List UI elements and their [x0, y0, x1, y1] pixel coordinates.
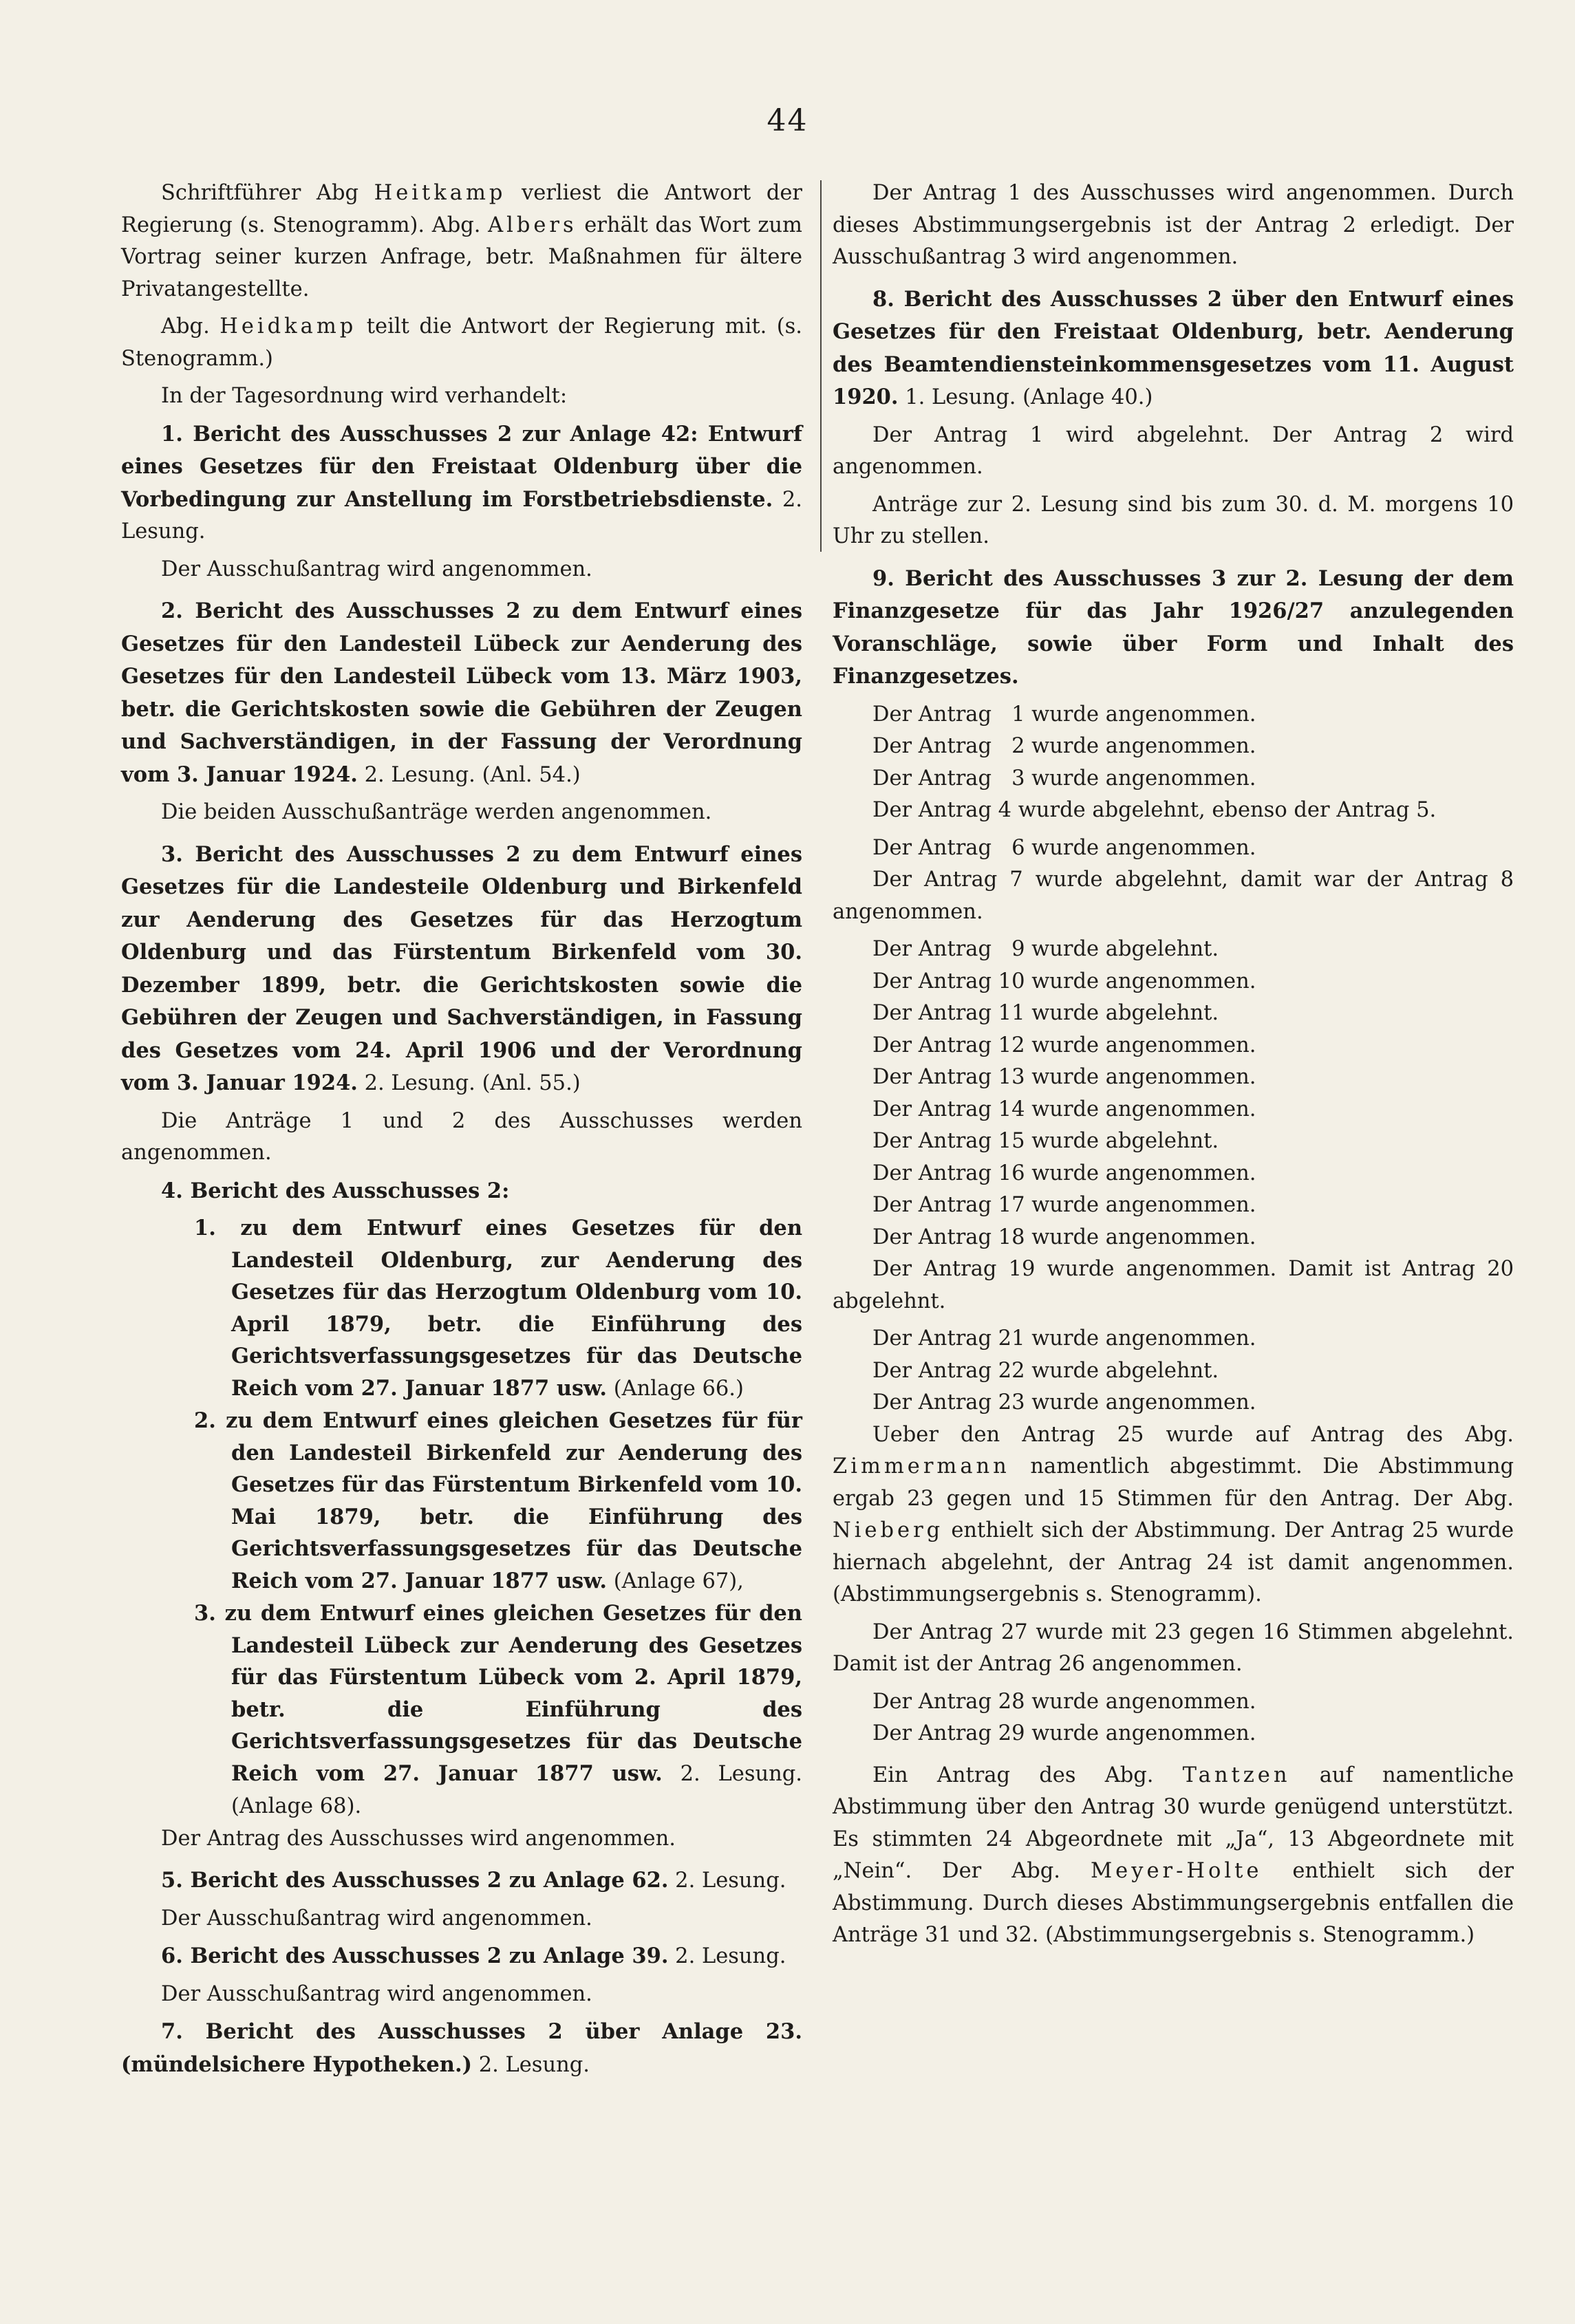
text: auf namentliche Abstimmung über den Antrag 30 wurde genügend unterstützt. Es stimmten 24 Abgeordnete mit „Ja“, 13 Abgeordnete mit „Nein“. Der Abg. [833, 1763, 1514, 1883]
speaker-name: Albers [488, 213, 577, 237]
vote-list-b [833, 934, 1514, 1254]
vote-line: Der Antrag 9 wurde abgelehnt. [872, 937, 1219, 961]
text: verliest die Antwort der Regierung (s. Stenogramm). Abg. [121, 181, 803, 237]
text: 2. Lesung. [472, 2052, 590, 2077]
vote-line: Der Antrag 10 wurde angenommen. [872, 969, 1256, 993]
paragraph-vote-27: Der Antrag 27 wurde mit 23 gegen 16 Stimmen abgelehnt. Damit ist der Antrag 26 angenommen. [833, 1620, 1514, 1676]
agenda-item-6 [121, 1940, 802, 1973]
text: (Anlage 66.) [607, 1376, 744, 1401]
text: namentlich abgestimmt. Die Abstimmung ergab 23 gegen und 15 Stimmen für den Antrag. Der Abg. [833, 1454, 1514, 1511]
agenda-item-2-result: Die beiden Ausschußanträge werden angenommen. [161, 800, 712, 824]
agenda-item-9 [833, 563, 1514, 693]
vote-line: Der Antrag 13 wurde angenommen. [872, 1065, 1256, 1089]
vote-line: Der Antrag 12 wurde angenommen. [872, 1033, 1256, 1057]
vote-line: Der Antrag 3 wurde angenommen. [872, 766, 1256, 790]
speaker-name: Zimmermann [833, 1454, 1010, 1478]
item-heading: 2. Bericht des Ausschusses 2 zu dem Entwurf eines Gesetzes für den Landesteil Lübeck zur Aenderung des Gesetzes für den Landesteil Lübeck vom 13. März 1903, betr. die Gerichtskosten sowie die Gebühren der Zeugen und Sachverständigen, in der Fassung der Verordnung vom 3. Januar 1924. [121, 599, 802, 787]
vote-line: Der Antrag 11 wurde abgelehnt. [872, 1001, 1219, 1025]
vote-line: Der Antrag 14 wurde angenommen. [872, 1097, 1256, 1121]
right-column [833, 177, 1514, 1957]
speaker-name: Heidkamp [219, 314, 357, 338]
vote-19: Der Antrag 19 wurde angenommen. Damit ist Antrag 20 abgelehnt. [833, 1257, 1514, 1313]
paragraph-heidkamp [121, 311, 802, 375]
paragraph-secretary [121, 177, 802, 305]
item-heading: 5. Bericht des Ausschusses 2 zu Anlage 62. [161, 1868, 669, 1893]
agenda-item-1-result: Der Ausschußantrag wird angenommen. [161, 557, 592, 581]
item-heading: 9. Bericht des Ausschusses 3 zur 2. Lesung der dem Finanzgesetze für das Jahr 1926/27 anzulegenden Voranschläge, sowie über Form und Inhalt des Finanzgesetzes. [833, 566, 1514, 689]
text: 2. Lesung. [121, 487, 802, 544]
text: 2. Lesung. [668, 1944, 786, 1968]
left-column [121, 177, 802, 2087]
item-heading: 7. Bericht des Ausschusses 2 über Anlage 23. (mündelsichere Hypotheken.) [121, 2019, 802, 2077]
vote-line: Der Antrag 18 wurde angenommen. [872, 1225, 1256, 1249]
sub-heading: 1. zu dem Entwurf eines Gesetzes für den Landesteil Oldenburg, zur Aenderung des Gesetzes für das Herzogtum Oldenburg vom 10. April 1879, betr. die Einführung des Gerichtsverfassungsgesetzes für das Deutsche Reich vom 27. Januar 1877 usw. [194, 1216, 802, 1401]
item-heading: 3. Bericht des Ausschusses 2 zu dem Entwurf eines Gesetzes für die Landesteile Oldenburg und Birkenfeld zur Aenderung des Gesetzes für das Herzogtum Oldenburg und das Fürstentum Birkenfeld vom 30. Dezember 1899, betr. die Gerichtskosten sowie die Gebühren der Zeugen und Sachverständigen, in Fassung des Gesetzes vom 24. April 1906 und der Verordnung vom 3. Januar 1924. [121, 841, 802, 1095]
agenda-item-1 [121, 418, 802, 548]
vote-list-d [833, 1686, 1514, 1750]
text: enthielt sich der Abstimmung. Durch dieses Abstimmungsergebnis entfallen die Anträge 31 und 32. (Abstimmungsergebnis s. Stenogramm.) [833, 1859, 1514, 1947]
text: erhält das Wort zum Vortrag seiner kurzen Anfrage, betr. Maßnahmen für ältere Privatangestellte. [121, 213, 802, 301]
text: 2. Lesung. [668, 1869, 786, 1893]
text: Abg. [161, 314, 220, 338]
speaker-name: Heitkamp [374, 181, 506, 205]
vote-line: Der Antrag 15 wurde abgelehnt. [872, 1129, 1219, 1153]
vote-line: Der Antrag 28 wurde angenommen. [872, 1689, 1256, 1714]
agenda-item-4-sub-2 [121, 1405, 802, 1597]
agenda-item-5-result: Der Ausschußantrag wird angenommen. [161, 1906, 592, 1930]
vote-6: Der Antrag 6 wurde angenommen. [872, 835, 1256, 860]
agenda-item-3-result: Die Anträge 1 und 2 des Ausschusses werden angenommen. [121, 1108, 802, 1165]
sub-heading: 2. zu dem Entwurf eines gleichen Gesetzes für für den Landesteil Birkenfeld zur Aenderung des Gesetzes für das Fürstentum Birkenfeld vom 10. Mai 1879, betr. die Einführung des Gerichtsverfassungsgesetzes für das Deutsche Reich vom 27. Januar 1877 usw. [194, 1408, 802, 1593]
agenda-item-4-result: Der Antrag des Ausschusses wird angenommen. [161, 1826, 676, 1851]
agenda-item-4-sub-1 [121, 1212, 802, 1405]
vote-line: Der Antrag 22 wurde abgelehnt. [872, 1358, 1219, 1383]
agenda-item-8 [833, 283, 1514, 414]
vote-line: Der Antrag 29 wurde angenommen. [872, 1721, 1256, 1745]
text: Schriftführer Abg [161, 181, 374, 205]
vote-list-a [833, 699, 1514, 795]
agenda-item-4-heading: 4. Bericht des Ausschusses 2: [161, 1178, 510, 1203]
vote-line: Der Antrag 23 wurde angenommen. [872, 1390, 1256, 1414]
text: (Anlage 67), [607, 1569, 744, 1593]
paragraph-roll-call-25 [833, 1419, 1514, 1611]
item-heading: 1. Bericht des Ausschusses 2 zur Anlage 42: Entwurf eines Gesetzes für den Freistaat Oldenburg über die Vorbedingung zur Anstellung im Forstbetriebsdienste. [121, 421, 802, 512]
agenda-item-7 [121, 2016, 802, 2081]
agenda-item-8-result: Der Antrag 1 wird abgelehnt. Der Antrag 2 wird angenommen. [833, 422, 1514, 479]
page-number: 44 [767, 103, 808, 138]
speaker-name: Meyer-Holte [1090, 1859, 1263, 1883]
sub-heading: 3. zu dem Entwurf eines gleichen Gesetzes für den Landesteil Lübeck zur Aenderung des Gesetzes für das Fürstentum Lübeck vom 2. April 1879, betr. die Einführung des Gerichtsverfassungsgesetzes für das Deutsche Reich vom 27. Januar 1877 usw. [194, 1601, 802, 1786]
agenda-item-3 [121, 839, 802, 1100]
vote-7: Der Antrag 7 wurde abgelehnt, damit war der Antrag 8 angenommen. [833, 868, 1514, 924]
text: Ueber den Antrag 25 wurde auf Antrag des Abg. [872, 1422, 1514, 1447]
agenda-item-6-result: Der Ausschußantrag wird angenommen. [161, 1981, 592, 2006]
paragraph-agenda-intro: In der Tagesordnung wird verhandelt: [161, 384, 568, 408]
text: 2. Lesung. (Anl. 55.) [357, 1071, 581, 1095]
vote-4: Der Antrag 4 wurde abgelehnt, ebenso der Antrag 5. [872, 798, 1437, 822]
text: 2. Lesung. (Anl. 54.) [357, 762, 581, 787]
vote-line: Der Antrag 1 wurde angenommen. [872, 702, 1256, 727]
vote-line: Der Antrag 21 wurde angenommen. [872, 1326, 1256, 1351]
paragraph-item-7-results: Der Antrag 1 des Ausschusses wird angenommen. Durch dieses Abstimmungsergebnis ist der Antrag 2 erledigt. Der Ausschußantrag 3 wird angenommen. [833, 181, 1514, 269]
vote-list-c [833, 1323, 1514, 1419]
vote-line: Der Antrag 16 wurde angenommen. [872, 1161, 1256, 1185]
item-heading: 6. Bericht des Ausschusses 2 zu Anlage 39. [161, 1944, 669, 1968]
text: 2. Lesung. (Anlage 68). [231, 1761, 803, 1818]
vote-line: Der Antrag 17 wurde angenommen. [872, 1193, 1256, 1217]
speaker-name: Tantzen [1182, 1763, 1291, 1787]
speaker-name: Nieberg [833, 1518, 944, 1542]
text: Ein Antrag des Abg. [872, 1763, 1183, 1787]
column-divider [820, 180, 822, 552]
paragraph-roll-call-30 [833, 1760, 1514, 1952]
paragraph-deadline: Anträge zur 2. Lesung sind bis zum 30. d. M. morgens 10 Uhr zu stellen. [833, 492, 1514, 548]
text: teilt die Antwort der Regierung mit. (s. Stenogramm.) [121, 314, 802, 371]
text: enthielt sich der Abstimmung. Der Antrag 25 wurde hiernach abgelehnt, der Antrag 24 ist damit angenommen. (Abstimmungsergebnis s. Stenogramm). [833, 1518, 1514, 1606]
vote-line: Der Antrag 2 wurde angenommen. [872, 734, 1256, 758]
agenda-item-5 [121, 1864, 802, 1897]
agenda-item-2 [121, 595, 802, 791]
agenda-item-4-sub-3 [121, 1597, 802, 1823]
text: 1. Lesung. (Anlage 40.) [898, 385, 1153, 409]
item-heading: 8. Bericht des Ausschusses 2 über den Entwurf eines Gesetzes für den Freistaat Oldenburg, betr. Aenderung des Beamtendiensteinkommensgesetzes vom 11. August 1920. [833, 286, 1514, 409]
